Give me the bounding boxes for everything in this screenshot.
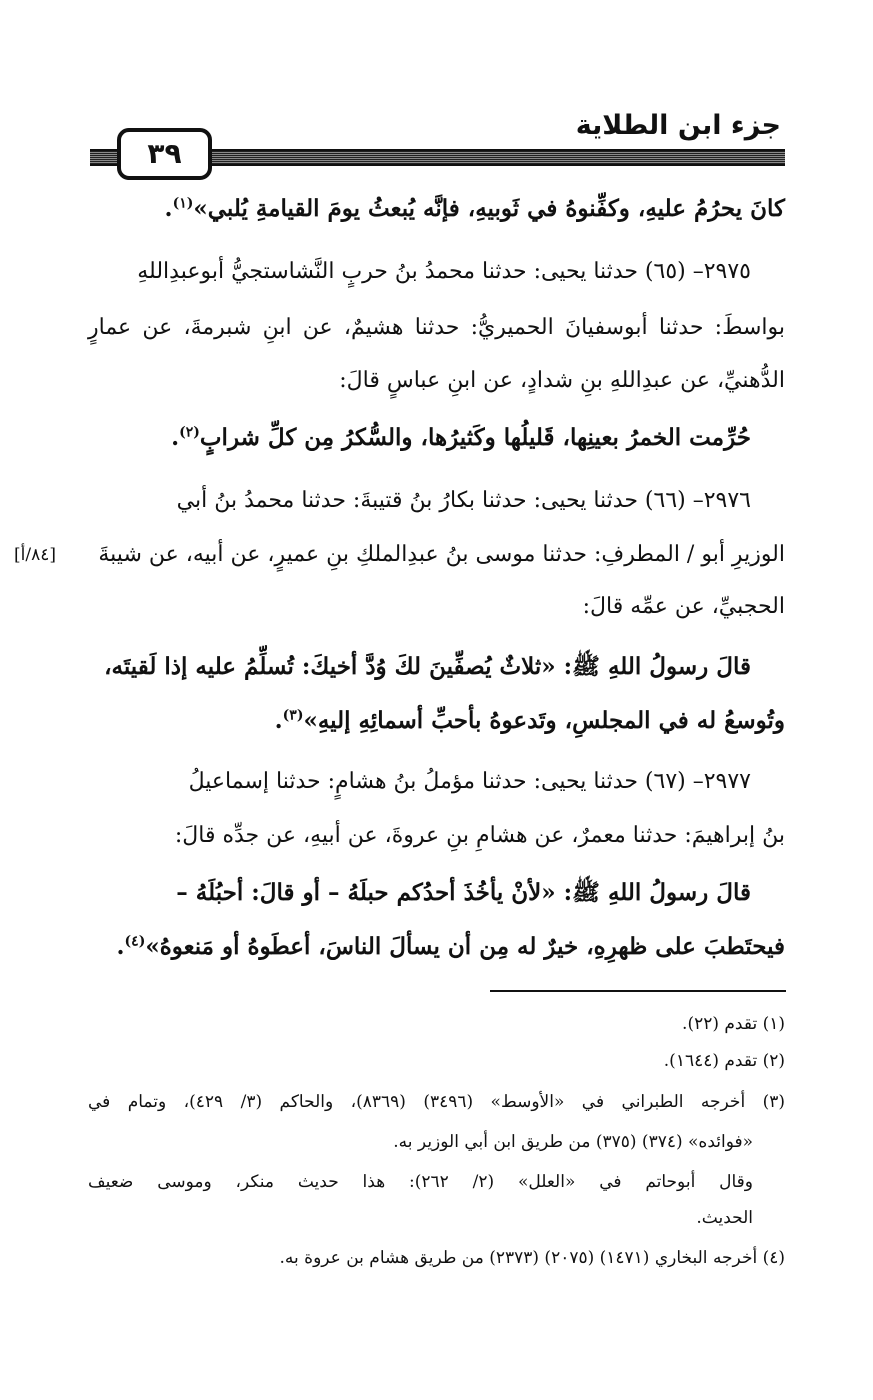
footnote-ref-2: (٢) xyxy=(179,424,200,441)
footnote-3-line-4: الحديث. xyxy=(696,1208,753,1228)
footnote-2: (٢) تقدم (١٦٤٤). xyxy=(663,1051,785,1071)
hadith-2976-line-3: الحجبيِّ، عن عمِّه قالَ: xyxy=(582,594,785,619)
hadith-2976-line-1: ٢٩٧٦– (٦٦) حدثنا يحيى: حدثنا بكارُ بنُ قتيبةَ: حدثنا محمدُ بنُ أبي xyxy=(176,488,751,513)
line-end: . xyxy=(274,707,283,734)
hadith-2977-line-1: ٢٩٧٧– (٦٧) حدثنا يحيى: حدثنا مؤملُ بنُ هشامٍ: حدثنا إسماعيلُ xyxy=(188,769,751,794)
footnote-ref-3: (٣) xyxy=(282,707,304,724)
body-line-text: حُرِّمت الخمرُ بعينِها، قَليلُها وكَثيرُها، والسُّكرُ مِن كلِّ شرابٍ xyxy=(199,424,751,451)
line-end: . xyxy=(171,424,180,451)
hadith-2975-text xyxy=(171,423,751,453)
hadith-2976-text-2 xyxy=(275,706,785,736)
hadith-2977-text-2 xyxy=(117,932,785,962)
hadith-2976-line-2: الوزيرِ أبو / المطرفِ: حدثنا موسى بنُ عبدِالملكِ بنِ عميرٍ، عن أبيه، عن شيبةَ xyxy=(98,542,785,567)
body-line-text: فيحتَطبَ على ظهرِهِ، خيرٌ له مِن أن يسألَ الناسَ، أعطَوهُ أو مَنعوهُ» xyxy=(145,933,785,960)
footnote-3-line-1: (٣) أخرجه الطبراني في «الأوسط» (٣٤٩٦) (٨٣٦٩)، والحاكم (٣/ ٤٢٩)، وتمام في xyxy=(88,1092,786,1112)
body-line-text: كانَ يحرُمُ عليهِ، وكفِّنوهُ في ثَوبيهِ، فإنَّه يُبعثُ يومَ القيامةِ يُلبي» xyxy=(193,195,785,222)
footnote-4: (٤) أخرجه البخاري (١٤٧١) (٢٠٧٥) (٢٣٧٣) من طريق هشام بن عروة به. xyxy=(279,1248,785,1268)
body-line-1 xyxy=(165,194,785,224)
line-end: . xyxy=(116,933,125,960)
page-number-box xyxy=(117,128,212,180)
page-number: ٣٩ xyxy=(147,137,182,170)
margin-manuscript-ref: [٨٤/أ] xyxy=(14,545,56,565)
body-line-text: وتُوسعُ له في المجلسِ، وتَدعوهُ بأحبِّ أسمائِهِ إليهِ» xyxy=(303,707,785,734)
footnote-ref-4: (٤) xyxy=(124,933,146,950)
footnote-1: (١) تقدم (٢٢). xyxy=(682,1014,785,1034)
line-end: . xyxy=(164,195,173,222)
footnote-separator xyxy=(490,990,786,992)
hadith-2977-text-1: قالَ رسولُ اللهِ ﷺ: «لأنْ يأخُذَ أحدُكم حبلَهُ – أو قالَ: أحبُلَهُ – xyxy=(176,879,751,906)
running-header-title: جزء ابن الطلاية xyxy=(575,110,781,141)
hadith-2975-line-3: الدُّهنيِّ، عن عبدِاللهِ بنِ شدادٍ، عن ابنِ عباسٍ قالَ: xyxy=(339,368,785,393)
footnote-ref-1: (١) xyxy=(172,195,194,212)
hadith-2976-text-1: قالَ رسولُ اللهِ ﷺ: «ثلاثٌ يُصفِّينَ لكَ وُدَّ أخيكَ: تُسلِّمُ عليه إذا لَقيتَه، xyxy=(104,653,751,680)
footnote-3-line-2: «فوائده» (٣٧٤) (٣٧٥) من طريق ابن أبي الوزير به. xyxy=(393,1132,753,1152)
footnote-3-line-3: وقال أبوحاتم في «العلل» (٢/ ٢٦٢): هذا حديث منكر، وموسى ضعيف xyxy=(88,1172,753,1192)
hadith-2975-line-1: ٢٩٧٥– (٦٥) حدثنا يحيى: حدثنا محمدُ بنُ حربٍ النَّشاستجيُّ أبوعبدِاللهِ xyxy=(137,259,751,284)
hadith-2975-line-2: بواسطَ: حدثنا أبوسفيانَ الحميريُّ: حدثنا هشيمٌ، عن ابنِ شبرمةَ، عن عمارٍ xyxy=(88,315,785,340)
hadith-2977-line-2: بنُ إبراهيمَ: حدثنا معمرٌ، عن هشامِ بنِ عروةَ، عن أبيهِ، عن جدِّه قالَ: xyxy=(174,823,785,848)
